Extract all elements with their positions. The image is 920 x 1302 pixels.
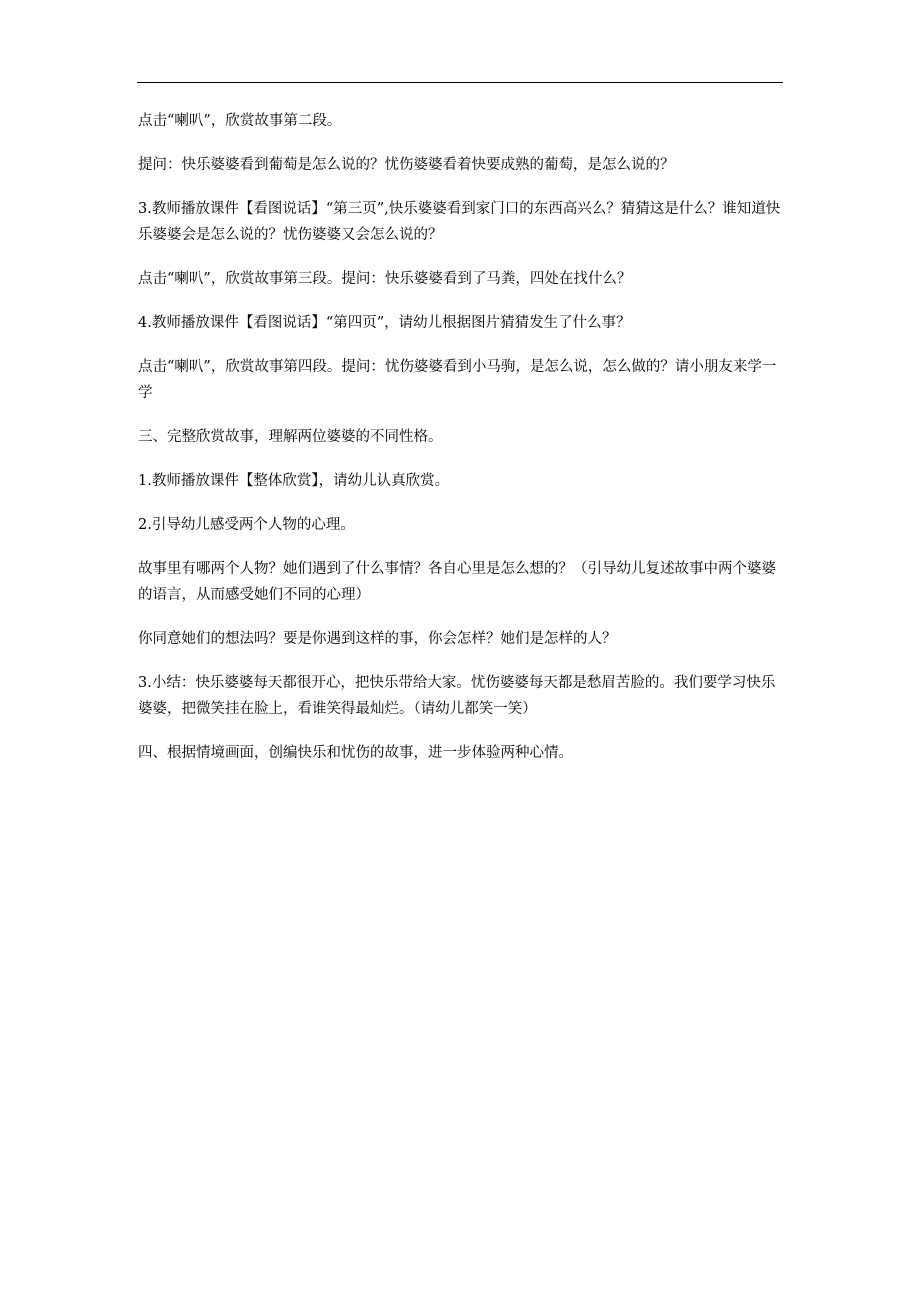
paragraph-2: 提问：快乐婆婆看到葡萄是怎么说的？忧伤婆婆看着快要成熟的葡萄，是怎么说的？ — [138, 157, 675, 173]
paragraph-12: 3.小结：快乐婆婆每天都很开心，把快乐带给大家。忧伤婆婆每天都是愁眉苦脸的。我们要学习快乐婆婆，把微笑挂在脸上，看谁笑得最灿烂。（请幼儿都笑一笑） — [138, 675, 776, 717]
paragraph-10: 故事里有哪两个人物？她们遇到了什么事情？各自心里是怎么想的？（引导幼儿复述故事中两个婆婆的语言，从而感受她们不同的心理） — [138, 561, 776, 603]
paragraph-8: 1.教师播放课件【整体欣赏】，请幼儿认真欣赏。 — [138, 473, 450, 489]
section-heading-3: 三、完整欣赏故事，理解两位婆婆的不同性格。 — [138, 429, 443, 445]
header-divider — [137, 82, 783, 83]
paragraph-11: 你同意她们的想法吗？要是你遇到这样的事，你会怎样？她们是怎样的人？ — [138, 631, 617, 647]
paragraph-1: 点击“喇叭”，欣赏故事第二段。 — [138, 113, 342, 129]
paragraph-6: 点击“喇叭”，欣赏故事第四段。提问：忧伤婆婆看到小马驹，是怎么说，怎么做的？请小朋友来学一学 — [138, 359, 777, 401]
document-body — [138, 108, 788, 784]
paragraph-9: 2.引导幼儿感受两个人物的心理。 — [138, 517, 355, 533]
paragraph-5: 4.教师播放课件【看图说话】“第四页”，请幼儿根据图片猜猜发生了什么事？ — [138, 315, 631, 331]
paragraph-3: 3.教师播放课件【看图说话】“第三页”,快乐婆婆看到家门口的东西高兴么？猜猜这是什么？谁知道快乐婆婆会是怎么说的？忧伤婆婆又会怎么说的？ — [138, 201, 781, 243]
paragraph-4: 点击“喇叭”，欣赏故事第三段。提问：快乐婆婆看到了马粪，四处在找什么？ — [138, 271, 632, 287]
section-heading-4: 四、根据情境画面，创编快乐和忧伤的故事，进一步体验两种心情。 — [138, 745, 573, 761]
